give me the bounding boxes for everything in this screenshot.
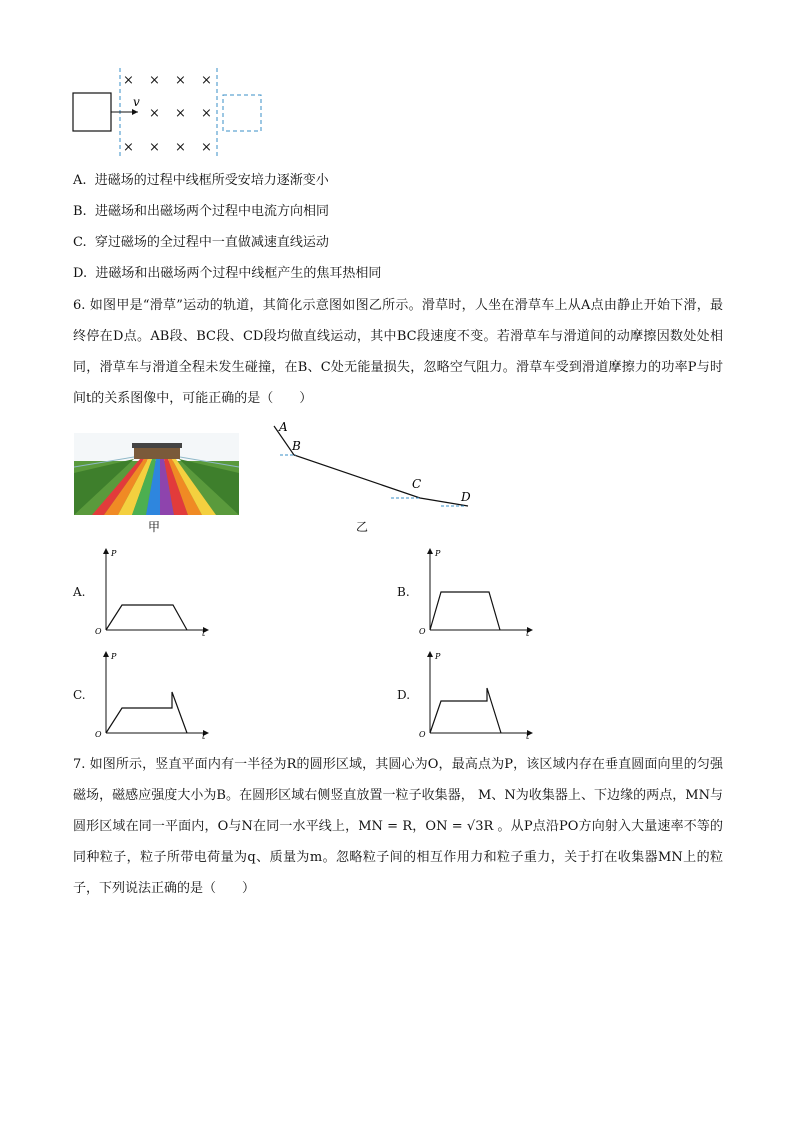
q5-option-a: A. 进磁场的过程中线框所受安培力逐渐变小 bbox=[73, 173, 329, 188]
grass-slide-photo bbox=[74, 433, 239, 515]
point-a-label: A bbox=[279, 420, 288, 434]
field-crosses bbox=[123, 73, 212, 155]
power-curve bbox=[430, 592, 500, 630]
track-line bbox=[274, 426, 468, 506]
axis-t-label: t bbox=[202, 732, 206, 740]
axis-p-label: P bbox=[435, 549, 441, 558]
field-cross: × bbox=[175, 140, 186, 155]
field-cross: × bbox=[175, 106, 186, 121]
q5-option-c: C. 穿过磁场的全过程中一直做减速直线运动 bbox=[73, 235, 329, 250]
graph-option-b bbox=[414, 545, 539, 637]
loop-exit-position bbox=[223, 95, 261, 131]
field-cross: × bbox=[149, 140, 160, 155]
field-cross: × bbox=[149, 106, 160, 121]
point-b-label: B bbox=[292, 439, 301, 453]
field-cross: × bbox=[123, 73, 134, 88]
option-d-label: D. bbox=[397, 688, 411, 702]
axis-p-label: P bbox=[111, 652, 117, 661]
power-curve bbox=[430, 688, 501, 733]
field-cross: × bbox=[149, 73, 160, 88]
origin-label: O bbox=[95, 627, 102, 636]
axis-t-label: t bbox=[526, 732, 530, 740]
q5-option-b: B. 进磁场和出磁场两个过程中电流方向相同 bbox=[73, 204, 329, 219]
field-cross: × bbox=[201, 73, 212, 88]
field-cross: × bbox=[201, 140, 212, 155]
q6-question: 6. 如图甲是“滑草”运动的轨道，其简化示意图如图乙所示。滑草时，人坐在滑草车上从A点由静止开始下滑，最终停在D点。AB段、BC段、CD段均做直线运动，其中BC段速度不变。若滑草车与滑道间的动摩擦因数处处相同，滑草车与滑道全程未发生碰撞，在B、C处无能量损失，忽略空气阻力。滑草车受到滑道摩擦力的功率P与时间t的关系图像中，可能正确的是（ ） bbox=[73, 298, 723, 406]
point-c-label: C bbox=[412, 477, 422, 491]
power-curve bbox=[106, 692, 187, 733]
diagram-caption: 乙 bbox=[356, 520, 369, 534]
velocity-arrowhead bbox=[132, 109, 138, 115]
velocity-label: v bbox=[133, 95, 140, 109]
axis-t-label: t bbox=[526, 629, 530, 637]
photo-caption: 甲 bbox=[148, 520, 161, 534]
field-cross: × bbox=[123, 140, 134, 155]
option-b-label: B. bbox=[397, 585, 410, 599]
axis-p-label: P bbox=[111, 549, 117, 558]
origin-label: O bbox=[419, 627, 426, 636]
option-a-label: A. bbox=[73, 585, 86, 599]
graph-option-a bbox=[90, 545, 215, 637]
q7-question: 7. 如图所示，竖直平面内有一半径为R的圆形区域，其圆心为O，最高点为P，该区域内存在垂直圆面向里的匀强磁场，磁感应强度大小为B。在圆形区域右侧竖直放置一粒子收集器， M、N为收集器上、下边缘的两点，MN与圆形区域在同一平面内，O与N在同一水平线上，MN = R，ON = √3R 。从P点沿PO方向射入大量速率不等的同种粒子，粒子所带电荷量为q、质量为m。忽略粒子间的相互作用力和粒子重力，关于打在收集器MN上的粒子，下列说法正确的是（ ） bbox=[73, 757, 723, 896]
origin-label: O bbox=[419, 730, 426, 739]
field-cross: × bbox=[175, 73, 186, 88]
graph-option-d bbox=[414, 648, 539, 740]
axis-p-label: P bbox=[435, 652, 441, 661]
option-c-label: C. bbox=[73, 688, 86, 702]
point-d-label: D bbox=[461, 490, 471, 504]
q5-option-d: D. 进磁场和出磁场两个过程中线框产生的焦耳热相同 bbox=[73, 266, 382, 281]
origin-label: O bbox=[95, 730, 102, 739]
wire-loop bbox=[73, 93, 111, 131]
track-diagram bbox=[268, 418, 478, 513]
power-curve bbox=[106, 605, 187, 630]
axis-t-label: t bbox=[202, 629, 206, 637]
magnetic-field-figure bbox=[70, 65, 270, 160]
graph-option-c bbox=[90, 648, 215, 740]
field-cross: × bbox=[201, 106, 212, 121]
